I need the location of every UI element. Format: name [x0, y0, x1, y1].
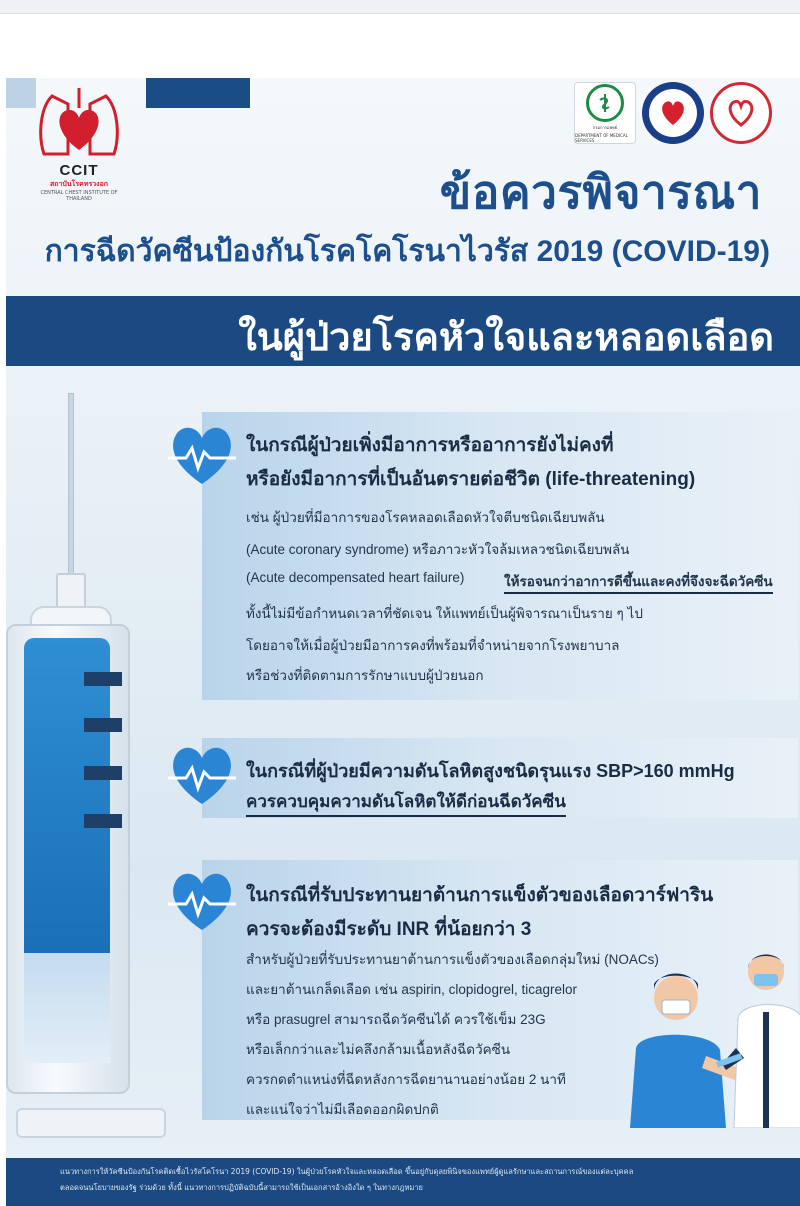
s3-body4: หรือเล็กกว่าและไม่คลึงกล้ามเนื้อหลังฉีดวัคซีน	[246, 1042, 511, 1057]
footer-line1: แนวทางการให้วัคซีนป้องกันโรคติดเชื้อไวรัสโคโรนา 2019 (COVID-19) ในผู้ป่วยโรคหัวใจและหลอดเลือด ขึ้นอยู่กับดุลยพินิจของแพทย์ผู้ดูแลรักษาและสถานการณ์ของแต่ละบุคคล	[60, 1167, 634, 1176]
heartbeat-icon	[166, 422, 238, 488]
s1-body5: โดยอาจให้เมื่อผู้ป่วยมีอาการคงที่พร้อมที่จำหน่ายจากโรงพยาบาล	[246, 638, 620, 653]
heart-outline-icon	[724, 97, 758, 129]
s1-body6: หรือช่วงที่ติดตามการรักษาแบบผู้ป่วยนอก	[246, 668, 484, 683]
s3-body1: สำหรับผู้ป่วยที่รับประทานยาต้านการแข็งตัวของเลือดกลุ่มใหม่ (NOACs)	[246, 952, 659, 967]
moph-caption: กรมการแพทย์	[592, 124, 618, 130]
moph-emblem-icon	[586, 84, 624, 122]
syringe-tick	[84, 814, 122, 828]
s1-head1: ในกรณีผู้ป่วยเพิ่งมีอาการหรืออาการยังไม่คงที่	[246, 435, 614, 456]
footer-line2: ตลอดจนนโยบายของรัฐ ร่วมด้วย ทั้งนี้ แนวทางการปฏิบัติฉบับนี้สามารถใช้เป็นเอกสารอ้างอิงใด ๆ ในทางกฎหมาย	[60, 1183, 423, 1192]
moph-caption-en: DEPARTMENT OF MEDICAL SERVICES	[575, 132, 628, 143]
s1-body3b: ให้รอจนกว่าอาการดีขึ้นและคงที่จึงจะฉีดวัคซีน	[504, 570, 773, 594]
syringe-hub	[56, 573, 86, 609]
heart-icon	[658, 99, 688, 127]
corner-accent-navy	[146, 78, 250, 108]
title-band	[6, 296, 800, 366]
title-line1: ข้อควรพิจารณา	[439, 166, 762, 218]
syringe-needle	[68, 393, 74, 593]
title-band-text: ในผู้ป่วยโรคหัวใจและหลอดเลือด	[238, 317, 774, 359]
s2-head2: ควรควบคุมความดันโลหิตให้ดีก่อนฉีดวัคซีน	[246, 788, 566, 817]
ccit-logo	[30, 80, 128, 214]
ccit-name-en: CENTRAL CHEST INSTITUTE OF THAILAND	[40, 190, 118, 202]
s1-body1: เช่น ผู้ป่วยที่มีอาการของโรคหลอดเลือดหัวใจตีบชนิดเฉียบพลัน	[246, 510, 605, 525]
s3-body3: หรือ prasugrel สามารถฉีดวัคซีนได้ ควรใช้เข็ม 23G	[246, 1012, 546, 1027]
s3-body5: ควรกดตำแหน่งที่ฉีดหลังการฉีดยานานอย่างน้อย 2 นาที	[246, 1072, 566, 1087]
cardio-society-logo	[710, 82, 772, 144]
heart-association-logo	[642, 82, 704, 144]
syringe-tick	[84, 718, 122, 732]
title-line2: การฉีดวัคซีนป้องกันโรคโคโรนาไวรัส 2019 (COVID-19)	[44, 235, 770, 268]
footer	[6, 1158, 800, 1206]
heartbeat-icon	[166, 742, 238, 808]
s1-head2: หรือยังมีอาการที่เป็นอันตรายต่อชีวิต (life-threatening)	[246, 469, 696, 490]
ccit-abbr: CCIT	[59, 162, 99, 179]
poster	[6, 78, 800, 1206]
s3-head1: ในกรณีที่รับประทานยาต้านการแข็งตัวของเลือดวาร์ฟาริน	[246, 885, 714, 906]
lungs-heart-icon	[34, 84, 124, 162]
s1-body3a: (Acute decompensated heart failure)	[246, 570, 465, 585]
moph-logo	[574, 82, 636, 144]
syringe-tick	[84, 766, 122, 780]
s3-body6: และแน่ใจว่าไม่มีเลือดออกผิดปกติ	[246, 1102, 439, 1117]
s2-head1: ในกรณีที่ผู้ป่วยมีความดันโลหิตสูงชนิดรุนแรง SBP>160 mmHg	[246, 761, 735, 781]
top-strip	[0, 0, 800, 14]
s3-body2: และยาต้านเกล็ดเลือด เช่น aspirin, clopidogrel, ticagrelor	[246, 982, 577, 997]
ccit-name-th: สถาบันโรคทรวงอก	[49, 180, 109, 188]
heartbeat-icon	[166, 868, 238, 934]
syringe-plunger	[16, 1108, 166, 1138]
syringe-tick	[84, 672, 122, 686]
s1-body4: ทั้งนี้ไม่มีข้อกำหนดเวลาที่ชัดเจน ให้แพทย์เป็นผู้พิจารณาเป็นราย ๆ ไป	[246, 606, 643, 621]
partner-logos	[574, 82, 772, 144]
vaccination-illustration	[616, 938, 800, 1128]
s3-head2: ควรจะต้องมีระดับ INR ที่น้อยกว่า 3	[246, 919, 532, 940]
s1-body2: (Acute coronary syndrome) หรือภาวะหัวใจล้มเหลวชนิดเฉียบพลัน	[246, 542, 630, 557]
syringe-liquid-light	[24, 953, 110, 1063]
